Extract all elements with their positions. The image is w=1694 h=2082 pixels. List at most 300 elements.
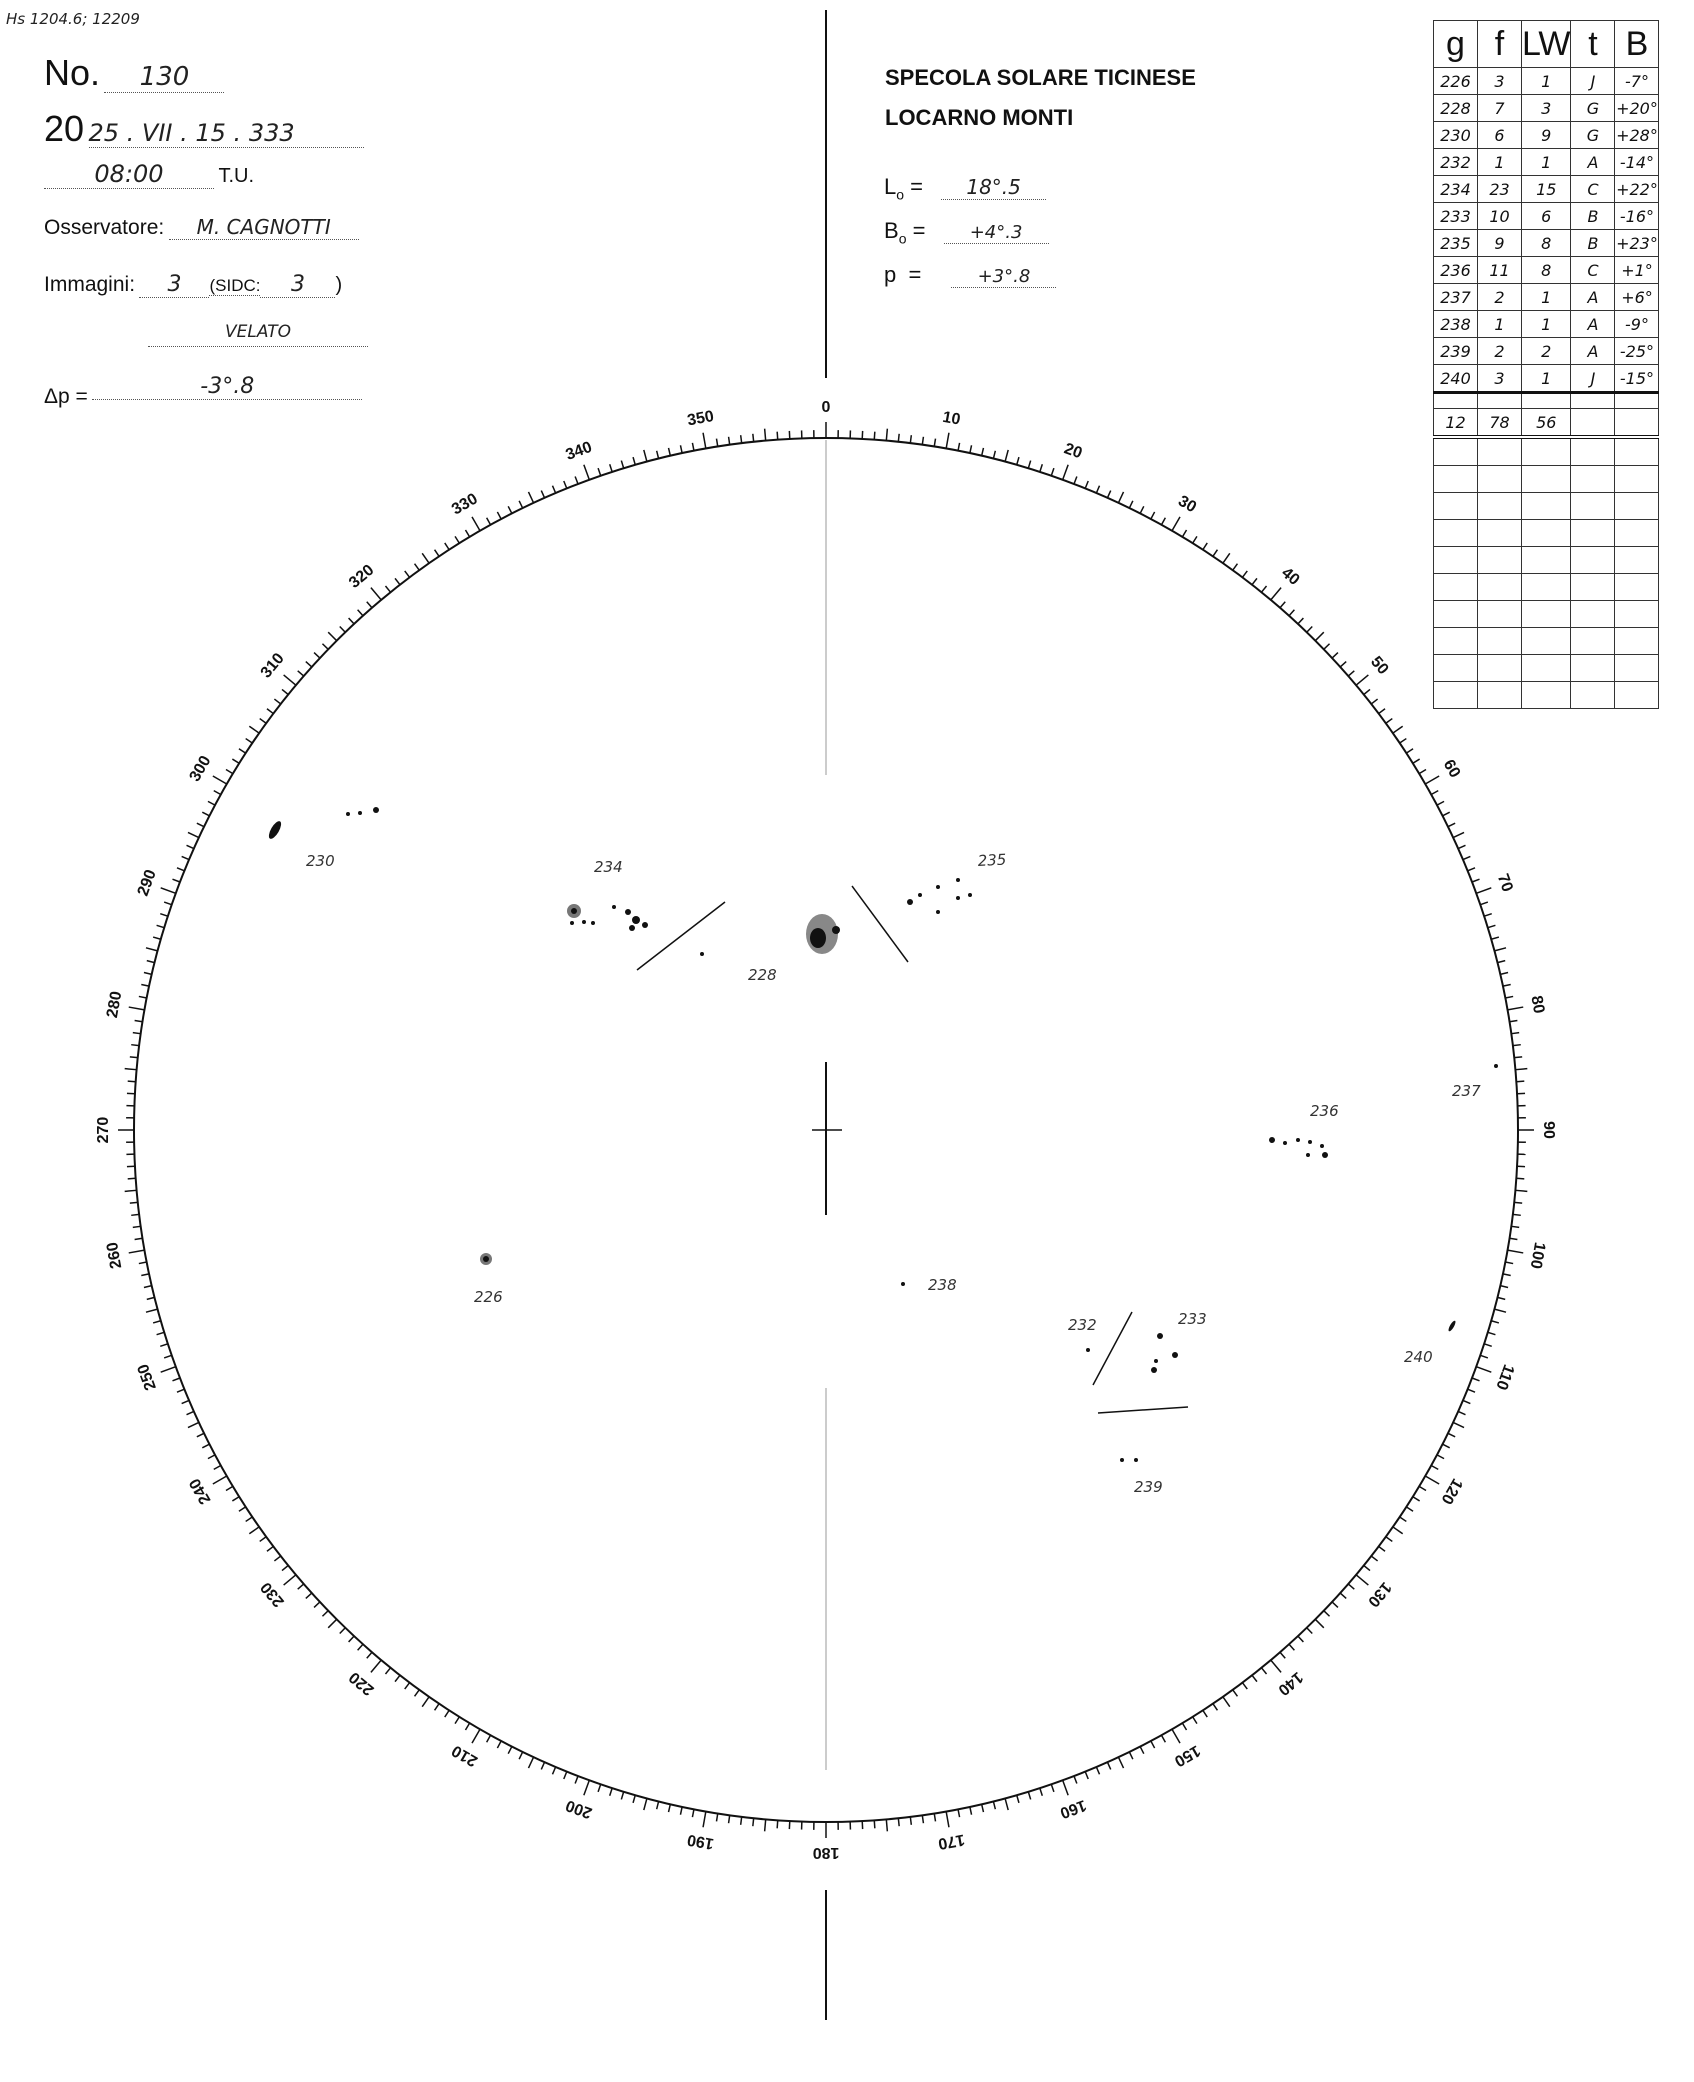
table-cell: 15: [1522, 176, 1571, 203]
degree-tick: [415, 1690, 420, 1696]
degree-tick: [1005, 450, 1008, 462]
degree-label: 240: [186, 1475, 215, 1507]
degree-tick: [528, 492, 533, 503]
degree-tick: [1494, 1309, 1506, 1312]
degree-tick: [497, 1741, 501, 1748]
degree-tick: [1348, 671, 1354, 676]
degree-tick: [1500, 1286, 1508, 1288]
degree-tick: [1242, 571, 1247, 577]
images-value: 3: [139, 272, 209, 298]
degree-tick: [1271, 588, 1281, 600]
degree-tick: [172, 1378, 179, 1381]
degree-label: 30: [1175, 492, 1200, 517]
degree-tick: [552, 486, 555, 493]
degree-label: 40: [1277, 564, 1303, 589]
degree-label: 0: [821, 399, 831, 417]
degree-tick: [1516, 1081, 1524, 1082]
degree-tick: [519, 1752, 523, 1759]
degree-tick: [147, 1297, 155, 1299]
table-cell: 3: [1478, 68, 1522, 95]
degree-tick: [422, 553, 429, 563]
degree-tick: [160, 1344, 168, 1346]
degree-tick: [213, 1476, 227, 1484]
sunspot: [1447, 1320, 1456, 1332]
degree-tick: [1005, 1798, 1008, 1810]
degree-tick: [970, 445, 972, 453]
degree-tick: [153, 1321, 161, 1323]
degree-tick: [232, 1497, 239, 1501]
degree-label: 260: [104, 1240, 126, 1271]
degree-tick: [129, 1007, 145, 1010]
degree-tick: [1448, 823, 1455, 827]
degree-tick: [1514, 1057, 1522, 1058]
degree-tick: [131, 1214, 139, 1215]
date-value: 25 . VII . 15 . 333: [89, 119, 364, 148]
degree-tick: [1028, 1792, 1030, 1800]
degree-label: 50: [1367, 653, 1392, 679]
sunspot: [968, 893, 972, 897]
table-cell: 226: [1434, 68, 1478, 95]
degree-tick: [1107, 491, 1110, 498]
degree-tick: [1513, 1045, 1521, 1046]
degree-tick: [1118, 1757, 1123, 1768]
sunspot: [936, 885, 940, 889]
time-unit: T.U.: [218, 165, 255, 187]
degree-tick: [202, 1444, 209, 1448]
degree-tick: [644, 450, 647, 462]
degree-label: 230: [257, 1578, 288, 1610]
degree-label: 20: [1061, 440, 1085, 463]
degree-tick: [282, 689, 288, 694]
degree-tick: [692, 443, 694, 451]
degree-tick: [1364, 1565, 1370, 1570]
degree-tick: [349, 618, 354, 624]
sunspot: [1151, 1367, 1157, 1373]
sunspot: [346, 812, 350, 816]
sunspot: [1283, 1141, 1287, 1145]
degree-tick: [575, 1776, 578, 1783]
table-cell: +20°: [1615, 95, 1659, 122]
table-cell: 232: [1434, 149, 1478, 176]
sunspot: [267, 819, 284, 840]
group-label-226: 226: [474, 1288, 503, 1306]
degree-tick: [584, 1780, 589, 1795]
degree-tick: [657, 1801, 659, 1809]
degree-tick: [644, 1798, 647, 1810]
degree-tick: [226, 769, 233, 773]
sunspot: [956, 896, 960, 900]
degree-tick: [765, 1819, 766, 1831]
degree-tick: [188, 832, 199, 837]
degree-tick: [874, 1820, 875, 1828]
degree-tick: [197, 823, 204, 827]
degree-tick: [141, 1274, 149, 1276]
sunspot: [632, 916, 640, 924]
degree-tick: [260, 719, 266, 724]
degree-tick: [1348, 1584, 1354, 1589]
degree-tick: [1511, 1226, 1519, 1227]
degree-tick: [1193, 536, 1197, 543]
degree-label: 320: [346, 561, 378, 592]
degree-tick: [1371, 1556, 1377, 1561]
degree-label: 250: [134, 1361, 160, 1393]
table-cell: 3: [1522, 95, 1571, 122]
degree-tick: [164, 1355, 172, 1358]
degree-tick: [246, 1517, 253, 1521]
degree-tick: [753, 434, 754, 442]
table-cell: +23°: [1615, 230, 1659, 257]
separator-line: [1093, 1312, 1132, 1385]
table-cell: 10: [1478, 203, 1522, 230]
degree-tick: [187, 1411, 194, 1414]
degree-tick: [1476, 1367, 1491, 1372]
table-cell: 237: [1434, 284, 1478, 311]
degree-tick: [1513, 1214, 1521, 1215]
degree-tick: [239, 1507, 246, 1511]
table-cell: 1: [1522, 311, 1571, 338]
degree-tick: [993, 1801, 995, 1809]
sunspot: [1086, 1348, 1090, 1352]
degree-tick: [139, 1262, 147, 1264]
sunspot: [956, 878, 960, 882]
table-cell: 8: [1522, 230, 1571, 257]
degree-tick: [633, 1795, 635, 1803]
sunspot: [907, 899, 913, 905]
degree-label: 220: [346, 1668, 378, 1699]
degree-tick: [1491, 1321, 1499, 1323]
sunspot: [570, 921, 574, 925]
degree-tick: [1425, 776, 1439, 784]
sunspot: [901, 1282, 905, 1286]
degree-tick: [1203, 1710, 1207, 1717]
degree-label: 100: [1526, 1240, 1548, 1271]
degree-tick: [1340, 1593, 1346, 1598]
degree-tick: [1315, 632, 1323, 640]
degree-tick: [1494, 948, 1506, 951]
degree-tick: [922, 1815, 923, 1823]
degree-tick: [541, 1762, 544, 1769]
degree-tick: [1453, 1422, 1464, 1427]
degree-tick: [528, 1757, 533, 1768]
degree-tick: [139, 996, 147, 998]
degree-tick: [1480, 1355, 1488, 1358]
degree-tick: [1371, 699, 1377, 704]
degree-tick: [213, 776, 227, 784]
degree-tick: [1425, 1476, 1439, 1484]
degree-label: 290: [134, 867, 160, 899]
table-cell: C: [1571, 176, 1615, 203]
degree-tick: [1085, 481, 1088, 488]
degree-tick: [395, 578, 400, 584]
degree-tick: [598, 468, 601, 476]
table-cell: 2: [1522, 338, 1571, 365]
degree-tick: [306, 1593, 312, 1598]
sunspot: [642, 922, 648, 928]
degree-tick: [1151, 1741, 1155, 1748]
degree-tick: [1063, 1780, 1068, 1795]
degree-tick: [146, 948, 158, 951]
degree-tick: [197, 1433, 204, 1437]
table-cell: 2: [1478, 284, 1522, 311]
table-cell: 228: [1434, 95, 1478, 122]
degree-tick: [328, 632, 336, 640]
degree-label: 80: [1527, 994, 1548, 1015]
degree-label: 170: [936, 1830, 967, 1852]
sunspot: [591, 921, 595, 925]
degree-tick: [633, 457, 635, 465]
degree-tick: [133, 1226, 141, 1227]
degree-tick: [564, 1772, 567, 1779]
degree-label: 160: [1057, 1796, 1089, 1822]
degree-tick: [1458, 845, 1465, 848]
degree-tick: [358, 610, 363, 616]
degree-tick: [958, 1809, 960, 1817]
degree-tick: [1406, 1507, 1413, 1511]
degree-tick: [1129, 1752, 1133, 1759]
table-cell: -15°: [1615, 365, 1659, 393]
degree-tick: [371, 1660, 381, 1672]
degree-tick: [1172, 1729, 1180, 1743]
degree-tick: [1051, 1784, 1054, 1792]
degree-tick: [1332, 653, 1338, 658]
sunspot: [700, 952, 704, 956]
degree-tick: [1280, 1652, 1285, 1658]
degree-tick: [716, 1813, 717, 1821]
degree-tick: [314, 1602, 320, 1607]
degree-tick: [1484, 1344, 1492, 1346]
degree-tick: [993, 451, 995, 459]
degree-tick: [669, 1804, 671, 1812]
degree-tick: [1431, 1465, 1438, 1469]
degree-tick: [141, 984, 149, 986]
degree-tick: [1298, 618, 1303, 624]
degree-tick: [349, 1636, 354, 1642]
table-cell: A: [1571, 338, 1615, 365]
degree-tick: [1509, 1238, 1517, 1239]
degree-tick: [541, 491, 544, 498]
degree-tick: [129, 1250, 145, 1253]
degree-tick: [1406, 749, 1413, 753]
degree-tick: [1223, 553, 1230, 563]
degree-label: 190: [685, 1830, 716, 1852]
time-value: 08:00: [44, 160, 214, 189]
degree-label: 350: [685, 408, 716, 430]
degree-label: 120: [1437, 1475, 1466, 1507]
degree-tick: [322, 1611, 328, 1617]
observer-value: M. CAGNOTTI: [169, 215, 359, 240]
degree-tick: [1040, 1788, 1042, 1796]
degree-tick: [1431, 791, 1438, 795]
degree-tick: [161, 888, 176, 893]
degree-label: 340: [563, 438, 595, 464]
degree-tick: [1419, 769, 1426, 773]
degree-tick: [1476, 888, 1491, 893]
degree-tick: [144, 1286, 152, 1288]
degree-label: 270: [95, 1116, 113, 1144]
degree-tick: [249, 1527, 259, 1534]
sunspot: [582, 920, 586, 924]
group-label-238: 238: [928, 1276, 957, 1294]
group-label-237: 237: [1452, 1082, 1481, 1100]
degree-label: 310: [257, 650, 288, 682]
degree-tick: [314, 653, 320, 658]
separator-line: [852, 886, 908, 962]
degree-tick: [1074, 476, 1077, 483]
observatory-line1: SPECOLA SOLARE TICINESE: [885, 65, 1196, 90]
degree-tick: [621, 461, 623, 469]
table-cell: 56: [1522, 409, 1571, 438]
sunspot: [373, 807, 379, 813]
degree-tick: [680, 1807, 682, 1815]
degree-tick: [692, 1809, 694, 1817]
degree-tick: [1503, 1274, 1511, 1276]
degree-tick: [1497, 1297, 1505, 1299]
degree-tick: [1252, 578, 1257, 584]
degree-tick: [1413, 1497, 1420, 1501]
group-label-234: 234: [594, 858, 623, 876]
degree-tick: [455, 536, 459, 543]
degree-tick: [1386, 1537, 1392, 1542]
degree-tick: [1515, 1069, 1527, 1070]
degree-tick: [274, 699, 280, 704]
degree-tick: [564, 481, 567, 488]
degree-tick: [367, 602, 372, 608]
degree-tick: [214, 1465, 221, 1469]
table-cell: 234: [1434, 176, 1478, 203]
degree-tick: [144, 973, 152, 975]
B0-label: B: [884, 218, 899, 243]
degree-tick: [133, 1033, 141, 1034]
delta-p-label: Δp =: [44, 385, 88, 408]
degree-tick: [164, 902, 172, 905]
degree-tick: [1400, 739, 1407, 743]
sunspot: [629, 925, 635, 931]
degree-tick: [157, 1332, 165, 1334]
degree-label: 180: [812, 1843, 840, 1861]
table-cell: 11: [1478, 257, 1522, 284]
degree-tick: [405, 1683, 410, 1689]
no-label: No.: [44, 52, 101, 93]
table-cell: 78: [1478, 409, 1522, 438]
degree-tick: [1298, 1636, 1303, 1642]
sunspot: [1172, 1352, 1178, 1358]
degree-tick: [128, 1178, 136, 1179]
degree-tick: [214, 791, 221, 795]
sidc-label: (SIDC:: [209, 276, 261, 295]
degree-tick: [1074, 1776, 1077, 1783]
sunspot: [1306, 1153, 1310, 1157]
degree-tick: [472, 517, 480, 531]
col-t: t: [1571, 21, 1615, 68]
degree-tick: [267, 1546, 273, 1551]
degree-tick: [1386, 719, 1392, 724]
degree-tick: [1324, 1611, 1330, 1617]
archive-reference: Hs 1204.6; 12209: [6, 10, 140, 28]
no-value: 130: [104, 62, 224, 93]
degree-tick: [1514, 1202, 1522, 1203]
degree-tick: [340, 626, 346, 632]
table-cell: -7°: [1615, 68, 1659, 95]
degree-tick: [1393, 1527, 1403, 1534]
degree-tick: [1040, 464, 1042, 472]
degree-tick: [405, 571, 410, 577]
table-cell: G: [1571, 122, 1615, 149]
degree-tick: [260, 1537, 266, 1542]
table-cell: +28°: [1615, 122, 1659, 149]
degree-tick: [125, 1069, 137, 1070]
degree-tick: [729, 1815, 730, 1823]
degree-tick: [1118, 492, 1123, 503]
images-label: Immagini:: [44, 273, 136, 296]
degree-label: 300: [186, 753, 215, 785]
group-label-239: 239: [1134, 1478, 1163, 1496]
degree-tick: [741, 435, 742, 443]
degree-tick: [1017, 1795, 1019, 1803]
degree-tick: [741, 1817, 742, 1825]
table-cell: 12: [1434, 409, 1478, 438]
degree-tick: [1463, 856, 1470, 859]
degree-tick: [765, 429, 766, 441]
degree-tick: [160, 914, 168, 916]
degree-tick: [367, 1652, 372, 1658]
degree-tick: [508, 1747, 512, 1754]
degree-tick: [982, 1804, 984, 1812]
table-cell: +22°: [1615, 176, 1659, 203]
degree-tick: [934, 1813, 935, 1821]
table-cell: 240: [1434, 365, 1478, 393]
degree-tick: [1242, 1683, 1247, 1689]
degree-tick: [1213, 1704, 1217, 1711]
degree-tick: [1252, 1675, 1257, 1681]
degree-tick: [435, 550, 439, 557]
degree-tick: [1458, 1411, 1465, 1414]
degree-tick: [445, 543, 449, 550]
degree-tick: [385, 1668, 390, 1674]
degree-tick: [886, 1819, 887, 1831]
degree-tick: [146, 1309, 158, 1312]
degree-tick: [621, 1792, 623, 1800]
degree-label: 210: [449, 1741, 481, 1770]
degree-tick: [1393, 726, 1403, 733]
degree-tick: [1063, 465, 1068, 480]
degree-tick: [130, 1202, 138, 1203]
degree-tick: [1182, 530, 1186, 537]
degree-tick: [1488, 925, 1496, 927]
degree-tick: [910, 435, 911, 443]
degree-tick: [125, 1190, 137, 1191]
degree-tick: [753, 1818, 754, 1826]
table-cell: C: [1571, 257, 1615, 284]
table-cell: 6: [1478, 122, 1522, 149]
degree-tick: [1505, 1262, 1513, 1264]
degree-tick: [1472, 1378, 1479, 1381]
table-cell: 236: [1434, 257, 1478, 284]
degree-tick: [1419, 1486, 1426, 1490]
seeing-value: VELATO: [148, 322, 368, 347]
degree-tick: [584, 465, 589, 480]
degree-tick: [182, 1400, 189, 1403]
degree-tick: [1356, 675, 1368, 685]
degree-tick: [703, 1811, 706, 1827]
degree-tick: [777, 432, 778, 440]
degree-tick: [1468, 1389, 1475, 1392]
degree-tick: [1472, 879, 1479, 882]
sunspot: [1134, 1458, 1138, 1462]
table-cell: G: [1571, 95, 1615, 122]
L0-label: L: [884, 174, 897, 199]
degree-tick: [1017, 457, 1019, 465]
degree-tick: [970, 1807, 972, 1815]
